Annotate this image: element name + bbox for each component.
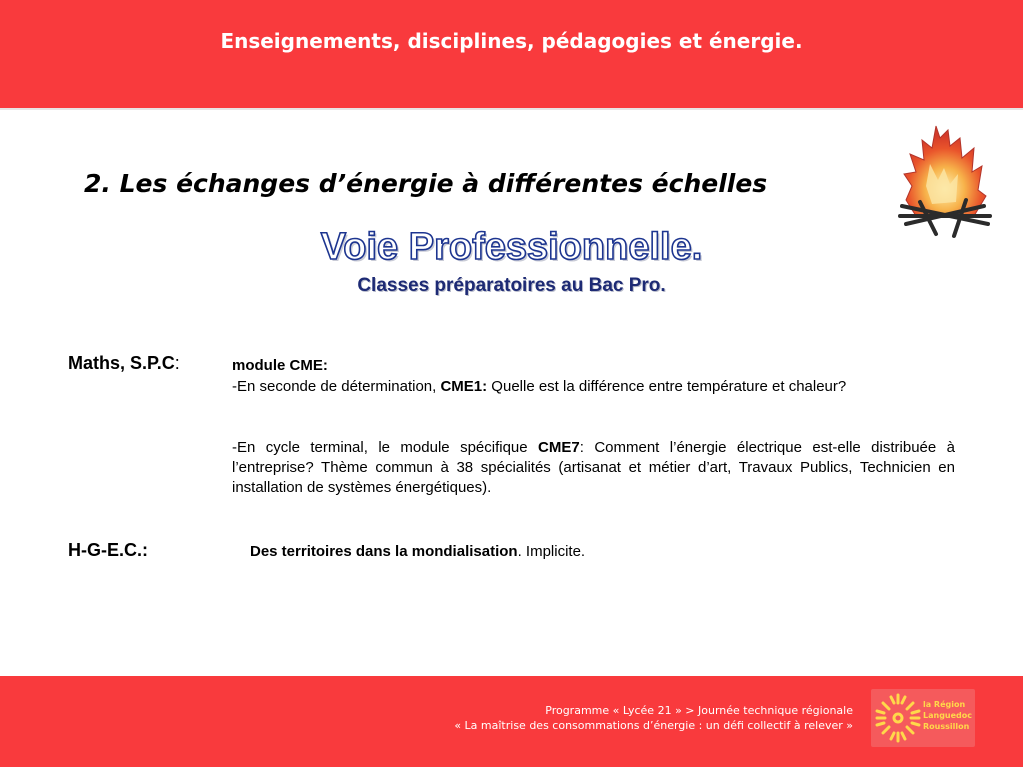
cme7-prefix: -En cycle terminal, le module spécifique <box>232 439 539 456</box>
campfire-icon <box>896 124 992 242</box>
maths-spc-label <box>68 353 180 374</box>
cme1-question: Quelle est la différence entre température et chaleur? <box>487 378 847 395</box>
hgec-suffix: . Implicite. <box>517 543 586 560</box>
cme1-label: CME1: <box>440 378 488 395</box>
maths-spc-label-text: Maths, S.P.C <box>68 353 175 373</box>
region-logo <box>871 689 975 747</box>
cme7-label: CME7 <box>538 439 580 456</box>
voie-professionnelle-title: Voie Professionnelle. <box>320 226 703 268</box>
section-title: 2. Les échanges d’énergie à différentes échelles <box>84 169 768 198</box>
maths-spc-label-colon: : <box>174 353 180 373</box>
region-logo-text <box>923 699 972 732</box>
cme1-prefix: -En seconde de détermination, <box>232 378 441 395</box>
cme7-question: : Comment l’énergie électrique est-elle distribuée à l’entreprise? Thème commun à 38 spécialités (artisanat et métier d’art, Travaux Publics, Technicien en installation de systèmes énergétiques). <box>232 439 955 496</box>
header-banner <box>0 0 1023 110</box>
cme7-paragraph <box>232 438 955 498</box>
logo-line-1: la Région <box>923 700 966 709</box>
footer-line-1: Programme « Lycée 21 » > Journée technique régionale <box>545 704 853 717</box>
hgec-theme: Des territoires dans la mondialisation <box>250 543 518 560</box>
hgec-label: H-G-E.C.: <box>68 540 148 560</box>
footer-text <box>454 703 853 733</box>
header-title: Enseignements, disciplines, pédagogies et énergie. <box>220 29 803 53</box>
footer-line-2: « La maîtrise des consommations d’énergie : un défi collectif à relever » <box>454 719 853 732</box>
module-cme-title: module CME: <box>232 357 328 374</box>
logo-line-2: Languedoc <box>923 711 973 720</box>
cme1-paragraph <box>232 377 955 397</box>
region-sun-cross-icon <box>875 693 921 743</box>
footer-banner <box>0 676 1023 767</box>
hgec-description <box>250 543 585 560</box>
voie-professionnelle-subtitle: Classes préparatoires au Bac Pro. <box>357 275 666 296</box>
logo-line-3: Roussillon <box>923 722 970 731</box>
